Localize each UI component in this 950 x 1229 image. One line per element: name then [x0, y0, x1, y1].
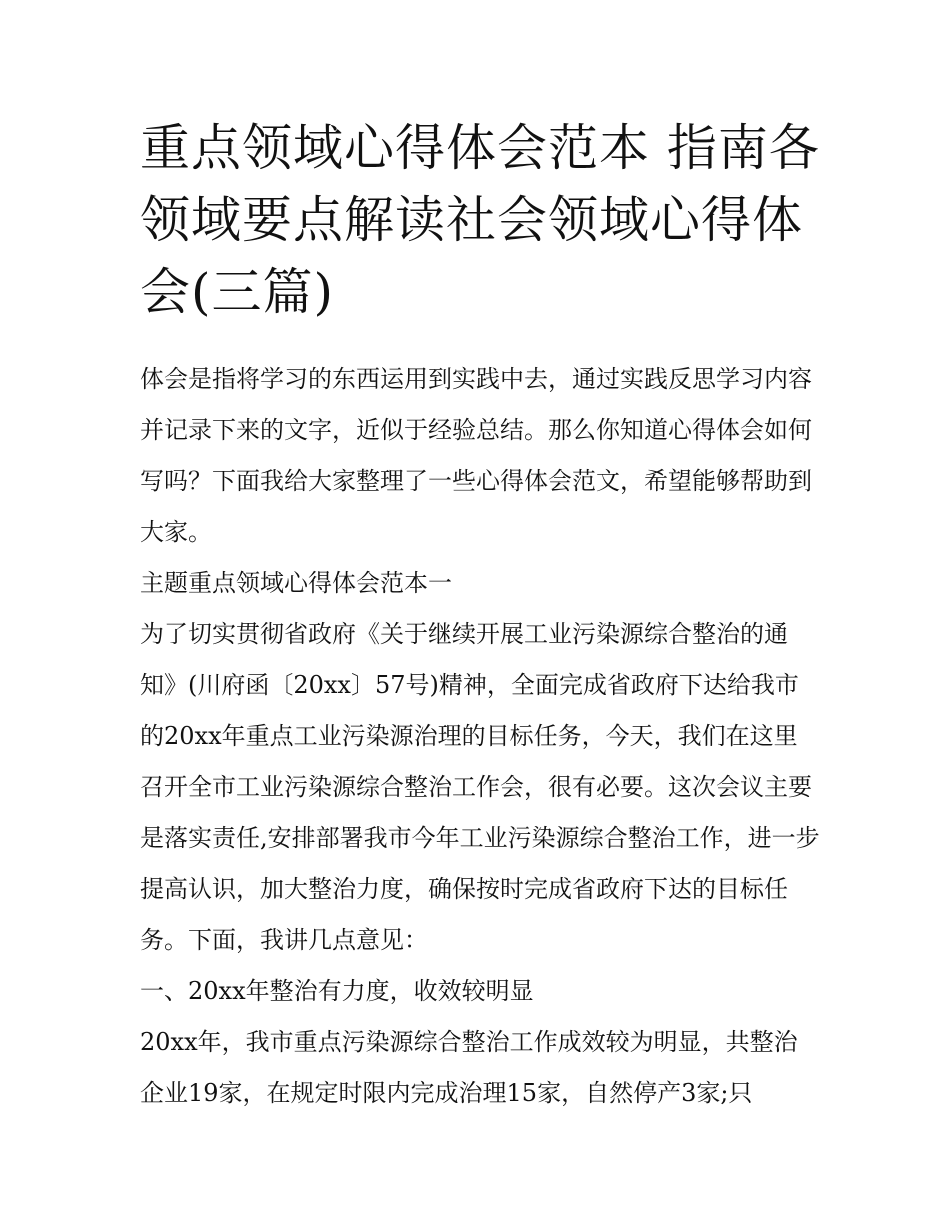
intro-paragraph: 体会是指将学习的东西运用到实践中去，通过实践反思学习内容并记录下来的文字，近似于经验总结。那么你知道心得体会如何写吗？下面我给大家整理了一些心得体会范文，希望能够帮助到大家。 — [140, 365, 812, 546]
subsection-heading: 一、20xx年整治有力度，收效较明显 — [140, 977, 534, 1005]
document-title: 重点领域心得体会范本 指南各领域要点解读社会领域心得体会(三篇) — [140, 119, 820, 321]
speech-paragraph: 为了切实贯彻省政府《关于继续开展工业污染源综合整治的通知》(川府函〔20xx〕57号)精神，全面完成省政府下达给我市的20xx年重点工业污染源治理的目标任务，今天，我们在这里召开全市工业污染源综合整治工作会，很有必要。这次会议主要是落实责任,安排部署我市今年工业污染源综合整治工作，进一步提高认识，加大整治力度，确保按时完成省政府下达的目标任务。下面，我讲几点意见： — [140, 620, 820, 954]
section-heading-one: 主题重点领域心得体会范本一 — [140, 569, 452, 597]
document-body — [140, 354, 820, 1119]
results-paragraph: 20xx年，我市重点污染源综合整治工作成效较为明显，共整治企业19家，在规定时限内完成治理15家，自然停产3家;只 — [140, 1028, 798, 1107]
